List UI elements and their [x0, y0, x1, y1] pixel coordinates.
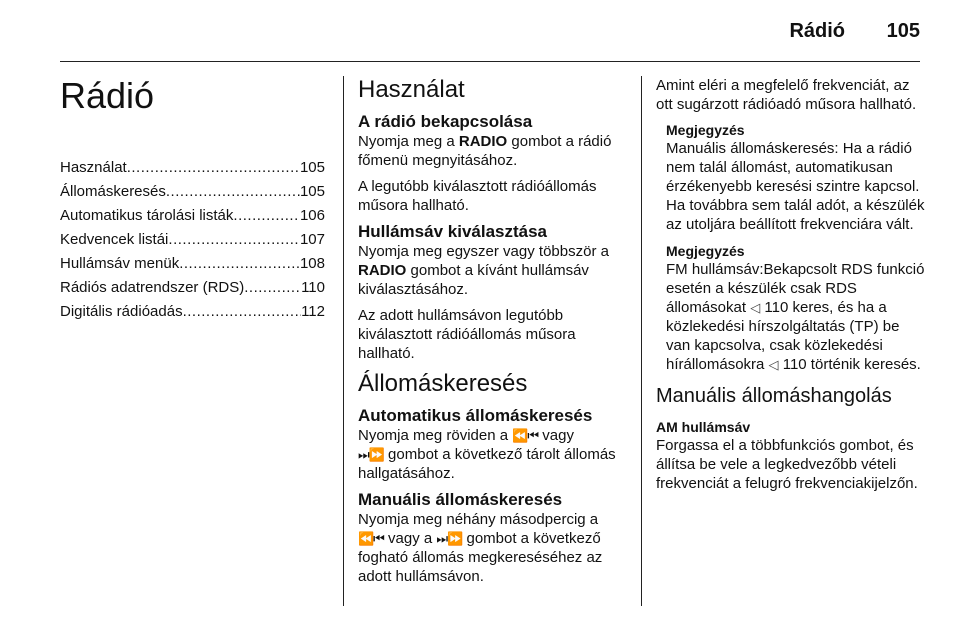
toc-item[interactable] — [60, 302, 325, 322]
radio-button-label: RADIO — [458, 133, 508, 150]
toc-item[interactable] — [60, 254, 325, 274]
toc-page-number: 108 — [299, 255, 325, 272]
paragraph: Nyomja meg a RADIO gombot a rádió főmenü megnyitásához. — [358, 133, 612, 169]
toc-label: Használat — [60, 159, 127, 176]
seek-forward-icon: ⏭⏩ — [358, 447, 384, 462]
chapter-title: Rádió — [60, 75, 155, 116]
note-box — [656, 121, 926, 234]
header-title: Rádió — [789, 20, 845, 42]
toc-item[interactable] — [60, 278, 325, 298]
seek-forward-icon: ⏭⏩ — [436, 531, 463, 546]
note-title: Megjegyzés — [666, 243, 745, 259]
toc-item[interactable] — [60, 206, 325, 226]
subheading-bekapcsolas: A rádió bekapcsolása — [358, 112, 533, 131]
note-box — [656, 242, 926, 374]
toc-item[interactable] — [60, 230, 325, 250]
toc-column — [60, 76, 325, 326]
section-heading-hasznalat: Használat — [358, 76, 465, 103]
toc-item[interactable] — [60, 182, 325, 202]
header-page-number: 105 — [886, 20, 920, 42]
toc-leader-dots — [233, 206, 300, 226]
toc-leader-dots — [179, 254, 300, 274]
subheading-am: AM hullámsáv — [656, 419, 751, 435]
toc-label: Automatikus tárolási listák — [60, 207, 234, 224]
paragraph: Amint eléri a megfelelő frekvenciát, az ott sugárzott rádióadó műsora hallható. — [656, 77, 917, 113]
toc-page-number: 105 — [299, 183, 325, 200]
column-divider — [343, 76, 344, 606]
content-column-2 — [358, 76, 623, 593]
toc-label: Hullámsáv menük — [60, 255, 180, 272]
page-reference-icon: ◁ — [750, 300, 761, 315]
toc-item[interactable] — [60, 158, 325, 178]
page-reference[interactable]: 110 — [764, 299, 789, 316]
column-divider — [641, 76, 642, 606]
note-text: Manuális állomáskeresés: Ha a rádió nem talál állomást, automatikusan érzékenyebb keresési szintre kapcsol. Ha továbbra sem talál adót, a készülék az utoljára beállított frekvenciára vált. — [666, 140, 925, 233]
note-text: FM hullámsáv:Bekapcsolt RDS funkció esetén a készülék csak RDS állomásokat ◁ 110 keres, és ha a közlekedési hírszolgáltatás (TP) be van kapcsolva, csak közlekedési hírállomásokra ◁ 110 történik keresés. — [666, 261, 925, 373]
note-title: Megjegyzés — [666, 122, 745, 138]
seek-back-icon: ⏪⏮ — [358, 531, 384, 546]
toc-leader-dots — [183, 302, 302, 322]
section-heading-allomaskereses: Állomáskeresés — [358, 370, 528, 397]
page-header — [0, 0, 960, 60]
radio-button-label: RADIO — [358, 262, 407, 279]
content-column-3 — [656, 76, 926, 500]
paragraph: Az adott hullámsávon legutóbb kiválasztott rádióállomás műsora hallható. — [358, 307, 576, 362]
toc-label: Kedvencek listái — [60, 231, 169, 248]
paragraph: Nyomja meg néhány másodpercig a ⏪⏮ vagy a ⏭⏩ gombot a következő fogható állomás megkereséséhez az adott hullámsávon. — [358, 511, 603, 585]
toc-page-number: 112 — [301, 303, 325, 320]
paragraph: Nyomja meg egyszer vagy többször a RADIO gombot a kívánt hullámsáv kiválasztásához. — [358, 243, 609, 298]
toc-leader-dots — [166, 182, 300, 202]
toc-leader-dots — [127, 158, 300, 178]
toc-label: Rádiós adatrendszer (RDS) — [60, 279, 245, 296]
subheading-manualis: Manuális állomáskeresés — [358, 490, 563, 509]
toc-page-number: 106 — [299, 207, 325, 224]
toc-leader-dots — [244, 278, 301, 298]
toc-page-number: 107 — [299, 231, 325, 248]
paragraph: Forgassa el a többfunkciós gombot, és állítsa be vele a legkedvezőbb vételi frekvenciát a felugró frekvenciakijelzőn. — [656, 437, 918, 492]
toc-page-number: 110 — [301, 279, 325, 296]
page-reference[interactable]: 110 — [782, 356, 807, 373]
toc-label: Digitális rádióadás — [60, 303, 183, 320]
toc-leader-dots — [168, 230, 300, 250]
paragraph: A legutóbb kiválasztott rádióállomás műsora hallható. — [358, 178, 597, 214]
subheading-hullamsav: Hullámsáv kiválasztása — [358, 222, 548, 241]
page-reference-icon: ◁ — [768, 357, 779, 372]
section-heading-hangolas: Manuális állomáshangolás — [656, 385, 892, 407]
toc-label: Állomáskeresés — [60, 183, 166, 200]
paragraph: Nyomja meg röviden a ⏪⏮ vagy ⏭⏩ gombot a következő tárolt állomás hallgatásához. — [358, 427, 616, 482]
seek-back-icon: ⏪⏮ — [512, 428, 539, 443]
subheading-automatikus: Automatikus állomáskeresés — [358, 406, 593, 425]
toc-list — [60, 158, 325, 322]
toc-page-number: 105 — [299, 159, 325, 176]
header-rule — [60, 61, 920, 62]
